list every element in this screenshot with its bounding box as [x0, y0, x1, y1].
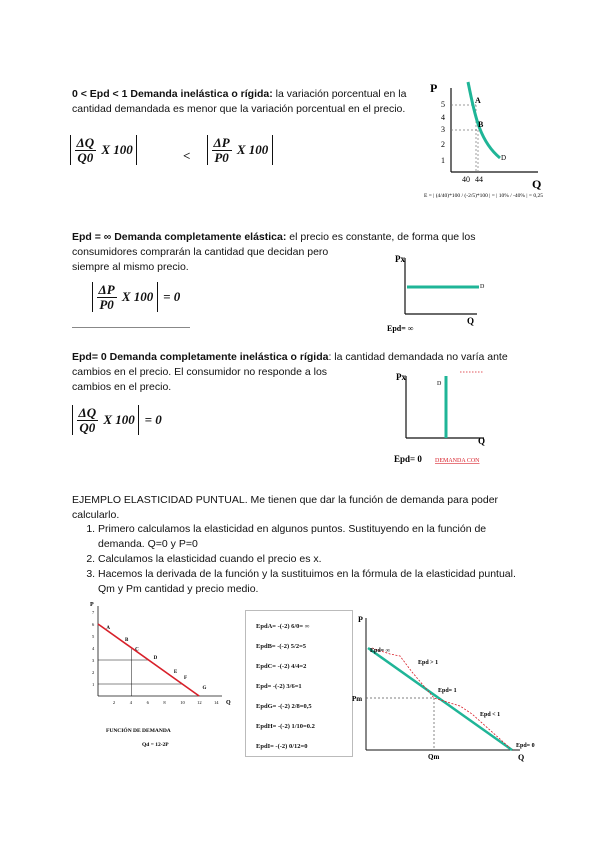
chart-x-tick: 12	[197, 700, 202, 705]
calc-line: EpdG= -(-2) 2/8=0,5	[256, 703, 312, 710]
graph5-e-inf: Epd= ∞	[370, 648, 390, 654]
perfectly-inelastic-demand-graph	[390, 368, 520, 466]
formula-elastic: $\frac{\Delta P}{P0}$ X 100 = 0	[92, 282, 180, 312]
graph1-x-label: Q	[532, 177, 542, 191]
steps-list	[72, 522, 530, 597]
section-elastic-body-end: siempre al mismo precio.	[72, 261, 189, 273]
chart-y-tick: 2	[92, 670, 95, 675]
graph1-demand-curve	[468, 82, 500, 158]
graph5-y-label: P	[358, 615, 363, 624]
chart-y-tick: 1	[92, 682, 95, 687]
graph1-tick-44: 44	[475, 175, 483, 184]
calc-line: EpdC= -(-2) 4/4=2	[256, 663, 307, 670]
graph1-tick-4: 4	[441, 113, 445, 122]
chart-x-tick: 8	[163, 700, 166, 705]
graph1-tick-2: 2	[441, 140, 445, 149]
chart-point-label: B	[124, 637, 129, 643]
chart-x-tick: 6	[146, 700, 149, 705]
chart-point-label: D	[153, 655, 158, 661]
demand-function-chart	[84, 600, 244, 750]
chart-point-label: A	[106, 625, 111, 631]
calc-line: EpdA= -(-2) 6/0= ∞	[256, 623, 310, 630]
graph2-x-label: Q	[467, 316, 475, 326]
elastic-demand-graph	[385, 252, 495, 334]
graph3-point-d: D	[437, 381, 442, 387]
graph1-tick-40: 40	[462, 175, 470, 184]
chart-y-label: P	[90, 602, 94, 608]
example-intro: EJEMPLO ELASTICIDAD PUNTUAL. Me tienen que dar la función de demanda para poder calcularlo.	[72, 494, 499, 521]
graph1-calculation-note: E = | (4/40)*100 / (-2/5)*100 | = | 10% / -40% | = 0,25	[424, 193, 543, 199]
chart-x-tick: 4	[129, 700, 132, 705]
graph5-e-eq1: Epd= 1	[438, 688, 457, 694]
chart-x-tick: 10	[180, 700, 185, 705]
step-item: 3. Hacemos la derivada de la función y la sustituimos en la fórmula de la elasticidad puntual. Qm y Pm cantidad y precio medio.	[98, 567, 530, 597]
graph5-x-label: Q	[518, 753, 525, 762]
chart-point-label: C	[135, 647, 139, 653]
graph1-y-label: P	[430, 81, 438, 95]
chart-y-tick: 6	[92, 622, 95, 627]
section-perfectly-inelastic-body: : la cantidad demandada no varía ante cambios en el precio. El consumidor no responde a los	[72, 351, 508, 378]
graph5-pm-label: Pm	[352, 695, 363, 703]
chart-x-label: Q	[226, 700, 231, 706]
graph3-elasticity-label: Epd= 0	[394, 454, 422, 464]
section-elastic-title: Epd = ∞ Demanda completamente elástica:	[72, 231, 287, 243]
inelastic-demand-graph	[418, 80, 558, 205]
chart-point-label: E	[173, 670, 178, 676]
chart-x-tick: 14	[214, 700, 219, 705]
graph3-red-label: DEMANDA CON	[435, 458, 480, 464]
graph1-point-b: B	[478, 120, 484, 129]
chart-y-tick: 5	[92, 634, 95, 639]
graph1-tick-5: 5	[441, 100, 445, 109]
graph2-elasticity-label: Epd= ∞	[387, 324, 414, 333]
graph5-e-lt1: Epd < 1	[480, 712, 501, 718]
section-perfectly-inelastic-body-end: cambios en el precio.	[72, 381, 172, 393]
section-inelastic-title: 0 < Epd < 1 Demanda inelástica o rígida:	[72, 88, 273, 100]
graph5-e-gt1: Epd > 1	[418, 660, 439, 666]
chart-y-tick: 4	[92, 646, 95, 651]
graph5-e-0: Epd= 0	[516, 743, 535, 749]
formula-price-ratio: $\frac{\Delta P}{P0}$ X 100	[207, 135, 273, 165]
chart-y-tick: 7	[92, 610, 95, 615]
graph3-x-label: Q	[478, 436, 486, 446]
chart-subtitle: Qd = 12-2P	[142, 742, 169, 748]
graph1-point-a: A	[475, 96, 481, 105]
formula-quantity-ratio: $\frac{\Delta Q}{Q0}$ X 100	[70, 135, 137, 165]
section-elastic-body: el precio es constante, de forma que los consumidores comprarán la cantidad que decidan pero	[72, 231, 476, 258]
chart-point-label: G	[202, 685, 207, 691]
calc-line: Epd= -(-2) 3/6=1	[256, 683, 302, 690]
graph1-tick-3: 3	[441, 125, 445, 134]
chart-y-tick: 3	[92, 658, 95, 663]
graph3-y-label: Px	[396, 372, 406, 382]
section-inelastic-body: la variación porcentual en la cantidad demandada es menor que la variación porcentual en el precio.	[72, 88, 407, 115]
graph5-qm-label: Qm	[428, 753, 440, 761]
less-than-sign: <	[183, 148, 191, 163]
elasticity-calculation-box	[245, 610, 353, 757]
graph1-tick-1: 1	[441, 156, 445, 165]
chart-point-label: F	[183, 676, 188, 682]
step-item: 2. Calculamos la elasticidad cuando el precio es x.	[98, 552, 530, 567]
calc-line: EpdH= -(-2) 1/10=0.2	[256, 723, 315, 730]
graph2-y-label: Px	[395, 254, 405, 264]
graph5-demand-line	[368, 648, 512, 750]
graph1-point-d: D	[501, 154, 507, 162]
midpoint-elasticity-graph	[350, 612, 550, 764]
graph2-point-d: D	[480, 284, 485, 290]
step-item: 1. Primero calculamos la elasticidad en algunos puntos. Sustituyendo en la función de demanda. Q=0 y P=0	[98, 522, 530, 552]
section-perfectly-inelastic-title: Epd= 0 Demanda completamente inelástica o rígida	[72, 351, 329, 363]
chart-x-tick: 2	[112, 700, 116, 705]
formula-perfectly-inelastic: $\frac{\Delta Q}{Q0}$ X 100 = 0	[72, 405, 162, 435]
calc-line: EpdI= -(-2) 0/12=0	[256, 743, 308, 750]
divider-line	[72, 327, 190, 328]
calc-line: EpdB= -(-2) 5/2=5	[256, 643, 307, 650]
chart-title: FUNCIÓN DE DEMANDA	[106, 728, 171, 734]
section-inelastic-text	[72, 87, 412, 117]
